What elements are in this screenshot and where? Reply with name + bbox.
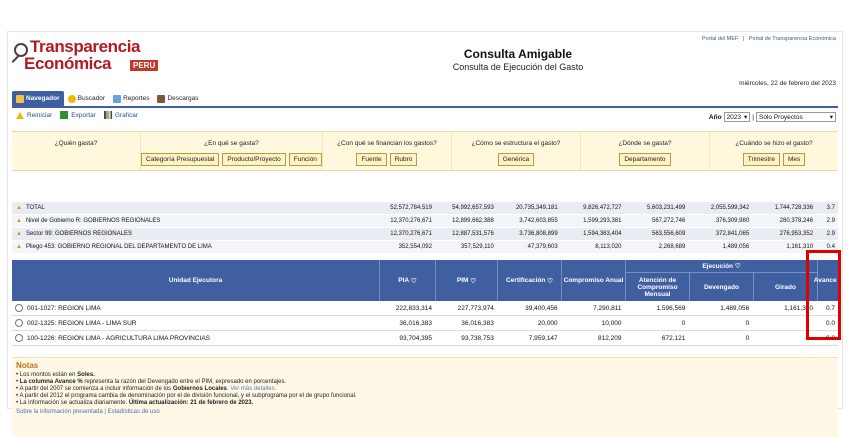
about-info-link[interactable]: Sobre la información presentada [16, 409, 103, 415]
scope-value: Sólo Proyectos [759, 113, 803, 121]
year-value: 2023 [726, 113, 742, 121]
question-structure [452, 132, 581, 170]
excel-icon [60, 111, 68, 119]
cell-pim: 36,016,383 [461, 319, 494, 327]
summary-dev: 372,841,065 [715, 231, 750, 237]
summary-label: Nivel de Gobierno R: GOBIERNOS REGIONALES [25, 218, 161, 224]
download-icon [157, 95, 165, 103]
up-arrow-icon: ▲ [16, 218, 22, 224]
info-icon: ♡ [545, 277, 553, 285]
cell-dev: 1,489,056 [720, 304, 750, 312]
link-portal-transparencia[interactable]: Portal de Transparencia Económica [748, 36, 836, 42]
summary-pim: 357,529,110 [460, 244, 494, 250]
note-bold: La columna Avance % [19, 379, 83, 385]
cell-avance: 0.7 [825, 304, 835, 312]
tab-descargas[interactable] [153, 91, 202, 106]
header-cert-label: Certificación [505, 277, 546, 284]
cell-pim: 227,773,974 [457, 304, 494, 312]
summary-pia: 352,554,092 [398, 244, 432, 250]
note-item: • La información se actualiza diariamente. Última actualización: 21 de febrero de 2023. [16, 400, 254, 406]
highlight-box [806, 250, 845, 340]
summary-avance: 2.9 [826, 218, 835, 224]
magnifier-handle [12, 55, 20, 63]
question-financing [323, 132, 452, 170]
tab-label: Descargas [167, 95, 199, 102]
header-cert[interactable] [498, 260, 562, 301]
chevron-down-icon: ▾ [829, 113, 833, 121]
header-aten[interactable]: Atención de Compromiso Mensual [626, 273, 690, 301]
note-text: A partir del 2007 se comienza a incluir información de los [19, 386, 173, 392]
notes-footer [16, 409, 834, 415]
report-icon [113, 95, 121, 103]
header-comp-label: Compromiso Anual [563, 277, 624, 284]
note-text: La información se actualiza diariamente. [19, 400, 129, 406]
row-label: 002-1325: REGION LIMA - LIMA SUR [27, 319, 137, 327]
tab-buscador[interactable] [64, 91, 109, 106]
cell-aten: 0 [681, 319, 686, 327]
row-radio[interactable] [15, 334, 23, 342]
navigator-icon [16, 95, 24, 103]
tab-label: Navegador [26, 95, 60, 102]
note-bold: Última actualización: 21 de febrero de 2023. [128, 400, 254, 406]
mes-button[interactable]: Mes [783, 153, 805, 166]
tab-reportes[interactable] [109, 91, 153, 106]
cell-dev: 0 [745, 334, 750, 342]
summary-avance: 0.4 [826, 244, 835, 250]
row-radio[interactable] [15, 304, 23, 312]
chevron-down-icon: ▾ [744, 113, 748, 121]
summary-dev: 376,309,980 [715, 218, 750, 224]
notes-title: Notas [16, 361, 39, 370]
question-text: ¿Cuándo se hizo el gasto? [735, 140, 813, 147]
note-text: Los montos están en [19, 372, 78, 378]
categoria-presupuestal-button[interactable]: Categoría Presupuestal [141, 153, 219, 166]
table-header [12, 260, 845, 301]
cell-cert: 39,400,456 [525, 304, 558, 312]
rubro-button[interactable]: Rubro [390, 153, 418, 166]
summary-cert: 20,735,349,181 [515, 205, 558, 211]
cell-pim: 93,738,753 [461, 334, 494, 342]
table-row[interactable] [12, 316, 838, 331]
summary-gir: 1,161,310 [786, 244, 814, 250]
cell-avance: 0.0 [825, 334, 835, 342]
trimestre-button[interactable]: Trimestre [743, 153, 780, 166]
cell-comp: 10,000 [601, 319, 622, 327]
summary-comp: 1,599,293,381 [583, 218, 622, 224]
note-bold: Gobiernos Locales [172, 386, 227, 392]
chart-label: Graficar [114, 111, 138, 119]
header-pia[interactable] [380, 260, 436, 301]
header-pim[interactable] [436, 260, 498, 301]
page [7, 31, 845, 415]
summary-avance: 3.7 [826, 205, 835, 211]
note-bold: Soles. [77, 372, 95, 378]
current-date: miércoles, 22 de febrero del 2023 [739, 80, 836, 87]
departamento-button[interactable]: Departamento [619, 153, 670, 166]
question-text: ¿En qué se gasta? [204, 140, 259, 147]
more-details-link[interactable]: . Ver más detalles. [226, 386, 277, 392]
tab-underline [12, 106, 838, 108]
reset-button[interactable] [16, 112, 52, 119]
logo-badge: PERU [130, 60, 158, 71]
cell-aten: 672,121 [661, 334, 686, 342]
page-subtitle: Consulta de Ejecución del Gasto [452, 62, 584, 72]
top-links [699, 36, 836, 42]
generica-button[interactable]: Genérica [498, 153, 534, 166]
summary-gir: 276,953,352 [779, 231, 814, 237]
note-item: • A partir del 2007 se comienza a incluir información de los Gobiernos Locales. Ver más detalles. [16, 386, 277, 392]
up-arrow-icon: ▲ [16, 231, 22, 237]
header-unidad[interactable]: Unidad Ejecutora [12, 260, 380, 301]
header-ejecucion[interactable] [626, 260, 818, 273]
summary-rows [12, 202, 838, 254]
funcion-button[interactable]: Función [289, 153, 322, 166]
table-row[interactable] [12, 331, 838, 346]
summary-dev: 2,055,599,342 [710, 205, 750, 211]
cell-pia: 36,016,383 [399, 319, 432, 327]
year-label: Año [708, 113, 722, 121]
summary-pia: 52,572,784,519 [390, 205, 432, 211]
header-pia-label: PIA [398, 277, 410, 284]
fuente-button[interactable]: Fuente [356, 153, 386, 166]
row-label: 100-1226: REGION LIMA - AGRICULTURA LIMA PROVINCIAS [27, 334, 211, 342]
page-title-block [398, 47, 638, 72]
question-text: ¿Dónde se gasta? [618, 140, 672, 147]
note-item: • La columna Avance % representa la razón del Devengado entre el PIM, expresado en porcentajes. [16, 379, 287, 385]
summary-row[interactable] [12, 202, 838, 215]
header-gir[interactable]: Girado [754, 273, 818, 301]
summary-label: Sector 99: GOBIERNOS REGIONALES [25, 231, 132, 237]
logo-line1: Transparencia [30, 37, 141, 56]
up-arrow-icon: ▲ [16, 205, 22, 211]
tab-navegador[interactable] [12, 91, 64, 106]
question-where [581, 132, 710, 170]
info-icon: ♡ [733, 263, 741, 270]
summary-cert: 47,379,603 [527, 244, 558, 250]
summary-label: Pliego 453: GOBIERNO REGIONAL DEL DEPARTAMENTO DE LIMA [25, 244, 212, 250]
row-label: 001-1027: REGION LIMA [27, 304, 101, 312]
summary-pim: 12,899,662,388 [452, 218, 494, 224]
summary-aten: 567,272,746 [651, 218, 686, 224]
cell-gir: 1,161,310 [784, 304, 814, 312]
header-ejec-label: Ejecución [702, 262, 734, 270]
producto-proyecto-button[interactable]: Producto/Proyecto [222, 153, 285, 166]
cell-pia: 93,704,395 [399, 334, 432, 342]
question-when [710, 132, 838, 170]
scope-select[interactable] [756, 112, 836, 122]
up-arrow-icon [16, 112, 24, 119]
filter-separator: | [752, 113, 754, 121]
summary-comp: 9,826,472,727 [583, 205, 622, 211]
header-avance[interactable]: Avance % [813, 277, 845, 284]
summary-row[interactable] [12, 215, 838, 228]
summary-label: TOTAL [25, 205, 45, 211]
table-row[interactable] [12, 301, 838, 316]
header-pim-label: PIM [456, 277, 469, 284]
summary-aten: 2,268,689 [658, 244, 686, 250]
note-item: • A partir del 2012 el programa cambia de denominación por el de división funcional, y el subprograma por el de grupo funcional. [16, 393, 357, 399]
summary-row[interactable] [12, 241, 838, 254]
summary-pim: 12,887,531,576 [452, 231, 494, 237]
cell-dev: 0 [745, 319, 750, 327]
action-bar [16, 111, 146, 119]
cell-pia: 222,833,314 [395, 304, 432, 312]
question-who [12, 132, 141, 170]
info-icon: ♡ [409, 277, 417, 285]
link-portal-mef[interactable]: Portal del MEF [701, 36, 739, 42]
link-separator: | [742, 36, 745, 42]
up-arrow-icon: ▲ [16, 244, 22, 250]
summary-cert: 3,742,603,855 [519, 218, 558, 224]
summary-gir: 1,744,728,336 [774, 205, 814, 211]
cell-comp: 7,290,811 [593, 304, 622, 312]
summary-pia: 12,370,276,671 [390, 231, 432, 237]
chart-icon [104, 111, 112, 119]
question-text: ¿Cómo se estructura el gasto? [471, 140, 561, 147]
export-button[interactable] [60, 111, 96, 119]
year-select[interactable] [724, 112, 751, 122]
summary-pim: 54,992,657,593 [452, 205, 494, 211]
summary-comp: 1,594,363,404 [583, 231, 622, 237]
summary-row[interactable] [12, 228, 838, 241]
tab-label: Buscador [77, 95, 106, 102]
summary-gir: 280,378,246 [779, 218, 814, 224]
chart-button[interactable] [104, 111, 138, 119]
logo-line2: Económica [24, 54, 112, 73]
note-item: • Los montos están en Soles. [16, 372, 95, 378]
note-text: representa la razón del Devengado entre el PIM, expresado en porcentajes. [82, 379, 287, 385]
logo[interactable] [12, 35, 172, 75]
year-filter [709, 112, 836, 122]
question-text: ¿Quién gasta? [54, 140, 98, 147]
row-radio[interactable] [15, 319, 23, 327]
tab-bar [12, 91, 203, 106]
note-text: A partir del 2012 el programa cambia de denominación por el de división funcional, y el subprograma por el de grupo funcional. [19, 393, 357, 399]
cell-cert: 7,959,147 [528, 334, 558, 342]
summary-pia: 12,370,276,671 [390, 218, 432, 224]
cell-avance: 0.0 [825, 319, 835, 327]
info-icon: ♡ [468, 277, 477, 285]
reset-label: Reiniciar [27, 111, 53, 119]
notes-panel [12, 357, 838, 437]
footer-separator: | [104, 409, 106, 415]
summary-aten: 563,556,609 [651, 231, 686, 237]
cell-cert: 20,000 [537, 319, 558, 327]
summary-dev: 1,489,056 [722, 244, 750, 250]
header-dev[interactable]: Devengado [690, 273, 754, 301]
question-what [141, 132, 323, 170]
question-band [12, 131, 838, 171]
summary-aten: 5,603,231,499 [646, 205, 686, 211]
export-label: Exportar [71, 111, 96, 119]
summary-comp: 8,113,020 [595, 244, 622, 250]
header-comp[interactable] [562, 260, 626, 301]
cell-aten: 1,596,569 [656, 304, 686, 312]
summary-avance: 2.9 [826, 231, 835, 237]
question-text: ¿Con qué se financian los gastos? [337, 140, 437, 147]
summary-cert: 3,736,808,899 [519, 231, 558, 237]
cell-comp: 812,209 [598, 334, 622, 342]
search-icon [68, 95, 76, 103]
table-body [12, 301, 838, 346]
page-title: Consulta Amigable [463, 47, 573, 61]
tab-label: Reportes [123, 95, 150, 102]
usage-stats-link[interactable]: Estadísticas de uso [107, 409, 160, 415]
